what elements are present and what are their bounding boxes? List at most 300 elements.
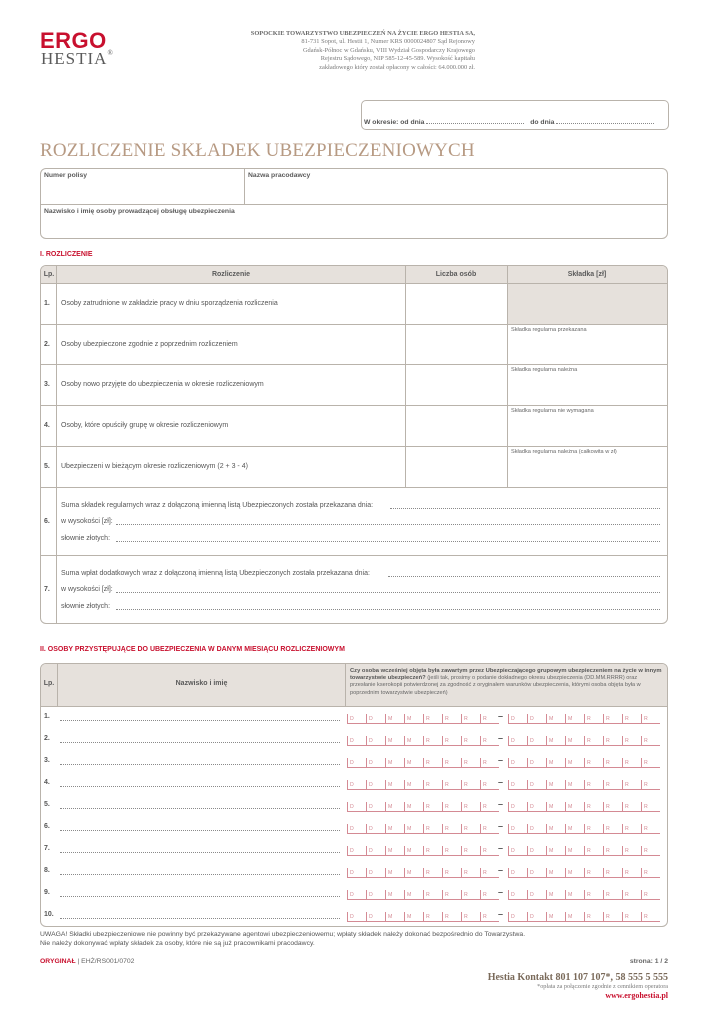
date-digit-cell[interactable]: R	[641, 736, 660, 746]
date-digit-cell[interactable]: D	[366, 780, 385, 790]
date-digit-cell[interactable]: R	[442, 868, 461, 878]
date-to-field[interactable]	[508, 780, 660, 790]
row-lp: 6.	[44, 823, 50, 830]
logo-ergo: ERGO	[40, 28, 107, 53]
date-to-field[interactable]	[508, 868, 660, 878]
date-digit-cell[interactable]: D	[366, 824, 385, 834]
date-digit-cell[interactable]: R	[603, 868, 622, 878]
date-digit-cell[interactable]: M	[385, 780, 404, 790]
date-digit-cell[interactable]: D	[527, 736, 546, 746]
company-line: Rejestru Sądowego, NIP 585-12-45-589. Wysokość kapitału	[320, 55, 475, 63]
date-digit-cell[interactable]: R	[641, 890, 660, 900]
company-line: 81-731 Sopot, ul. Hestii 1, Numer KRS 0000024807 Sąd Rejonowy	[301, 38, 475, 46]
date-digit-cell[interactable]: R	[480, 868, 499, 878]
full-name-input[interactable]	[60, 896, 340, 897]
row-lp: 9.	[44, 889, 50, 896]
date-digit-cell[interactable]: M	[565, 890, 584, 900]
row-lp: 5.	[44, 463, 50, 470]
date-digit-cell[interactable]: M	[404, 714, 423, 724]
page-number: strona: 1 / 2	[629, 958, 668, 965]
date-digit-cell[interactable]: D	[508, 736, 527, 746]
date-digit-cell[interactable]: R	[641, 868, 660, 878]
premium-note: Składka regularna nie wymagana	[511, 408, 594, 414]
full-name-input[interactable]	[60, 852, 340, 853]
warning-line: UWAGA! Składki ubezpieczeniowe nie powinny być przekazywane agentowi ubezpieczeniowemu; wpłaty składek należy dokonać bezpośrednio do Towarzystwa.	[40, 931, 526, 938]
date-digit-cell[interactable]: R	[442, 846, 461, 856]
date-range-dash: –	[498, 843, 504, 853]
date-digit-cell[interactable]: D	[347, 824, 366, 834]
divider	[244, 168, 245, 204]
divider	[40, 487, 668, 488]
date-digit-cell[interactable]: M	[404, 890, 423, 900]
row-label: Osoby nowo przyjęte do ubezpieczenia w okresie rozliczeniowym	[61, 381, 264, 388]
date-digit-cell[interactable]: M	[404, 846, 423, 856]
date-range-dash: –	[498, 887, 504, 897]
date-digit-cell[interactable]: R	[622, 714, 641, 724]
date-digit-cell[interactable]: R	[584, 868, 603, 878]
company-line: zakładowego który został opłacony w całości: 64.000.000 zł.	[319, 63, 475, 71]
date-digit-cell[interactable]: M	[404, 758, 423, 768]
date-from-field[interactable]	[347, 912, 499, 922]
divider	[40, 706, 668, 707]
date-digit-cell[interactable]: R	[603, 912, 622, 922]
row7-transfer-label: Suma wpłat dodatkowych wraz z dołączoną imienną listą Ubezpieczonych została przekazana dnia:	[61, 570, 370, 577]
row-label: Ubezpieczeni w bieżącym okresie rozliczeniowym (2 + 3 - 4)	[61, 463, 248, 470]
date-to-field[interactable]	[508, 714, 660, 724]
date-to-field[interactable]	[508, 846, 660, 856]
date-digit-cell[interactable]: R	[584, 736, 603, 746]
date-digit-cell[interactable]: R	[622, 912, 641, 922]
date-digit-cell[interactable]: R	[641, 846, 660, 856]
people-count-field[interactable]	[406, 284, 507, 324]
date-digit-cell[interactable]: R	[622, 736, 641, 746]
row7-transfer-date-input[interactable]	[388, 576, 660, 577]
date-digit-cell[interactable]: R	[461, 780, 480, 790]
date-digit-cell[interactable]: R	[480, 890, 499, 900]
policy-number-label: Numer polisy	[44, 172, 88, 179]
row-lp: 2.	[44, 735, 50, 742]
date-range-dash: –	[498, 777, 504, 787]
full-name-input[interactable]	[60, 764, 340, 765]
date-digit-cell[interactable]: R	[461, 824, 480, 834]
date-digit-cell[interactable]: R	[641, 912, 660, 922]
date-digit-cell[interactable]: M	[404, 912, 423, 922]
date-digit-cell[interactable]: M	[565, 824, 584, 834]
col-settlement: Rozliczenie	[211, 271, 251, 278]
date-digit-cell[interactable]: M	[385, 912, 404, 922]
date-digit-cell[interactable]: M	[565, 912, 584, 922]
premium-note: Składka regularna przekazana	[511, 327, 587, 333]
date-digit-cell[interactable]: M	[385, 846, 404, 856]
period-to-input[interactable]	[556, 118, 654, 124]
warning-note	[40, 931, 525, 948]
date-digit-cell[interactable]: R	[584, 824, 603, 834]
date-digit-cell[interactable]: R	[584, 802, 603, 812]
premium-field[interactable]	[508, 336, 667, 364]
full-name-input[interactable]	[60, 786, 340, 787]
date-digit-cell[interactable]: M	[404, 824, 423, 834]
date-digit-cell[interactable]: R	[442, 890, 461, 900]
date-digit-cell[interactable]: M	[565, 846, 584, 856]
date-digit-cell[interactable]: D	[527, 846, 546, 856]
date-digit-cell[interactable]: R	[442, 912, 461, 922]
full-name-input[interactable]	[60, 874, 340, 875]
contact-person-field[interactable]	[44, 218, 664, 236]
premium-cell-disabled	[508, 284, 667, 324]
row-label: Osoby ubezpieczone zgodnie z poprzednim rozliczeniem	[61, 341, 238, 348]
date-digit-cell[interactable]: D	[527, 912, 546, 922]
date-digit-cell[interactable]: R	[584, 890, 603, 900]
date-digit-cell[interactable]: M	[385, 802, 404, 812]
date-digit-cell[interactable]: R	[603, 802, 622, 812]
period-from-label: W okresie: od dnia	[364, 119, 425, 126]
row6-amount-input[interactable]	[116, 524, 660, 525]
date-digit-cell[interactable]: R	[480, 780, 499, 790]
people-count-field[interactable]	[406, 325, 507, 364]
date-from-field[interactable]	[347, 758, 499, 768]
date-digit-cell[interactable]: R	[480, 824, 499, 834]
full-name-input[interactable]	[60, 830, 340, 831]
date-digit-cell[interactable]: R	[480, 758, 499, 768]
company-line: Gdańsk-Północ w Gdańsku, VIII Wydział Gospodarczy Krajowego	[302, 46, 475, 54]
policy-number-field[interactable]	[44, 182, 240, 200]
row-lp: 6.	[44, 518, 50, 525]
date-digit-cell[interactable]: M	[546, 714, 565, 724]
people-count-field[interactable]	[406, 447, 507, 487]
date-digit-cell[interactable]: R	[461, 868, 480, 878]
date-digit-cell[interactable]: R	[584, 714, 603, 724]
date-range-dash: –	[498, 865, 504, 875]
date-digit-cell[interactable]: D	[347, 758, 366, 768]
date-digit-cell[interactable]: R	[442, 758, 461, 768]
date-digit-cell[interactable]: R	[584, 780, 603, 790]
date-digit-cell[interactable]: D	[508, 868, 527, 878]
date-digit-cell[interactable]: R	[461, 758, 480, 768]
date-digit-cell[interactable]: R	[442, 736, 461, 746]
date-digit-cell[interactable]: R	[641, 714, 660, 724]
date-digit-cell[interactable]: M	[565, 758, 584, 768]
col-previous-insurance-hint: (jeśli tak, prosimy o podanie dokładnego okresu ubezpieczenia (DD.MM.RRRR) oraz przesłanie kserokopii potwierdzonej za zgodność z oryginałem warunków ubezpieczenia, którymi osoba objęta była w poprzednim towarzystwie ubezpieczeń)	[350, 675, 641, 696]
row6-amount-label: w wysokości [zł]:	[61, 518, 113, 525]
date-digit-cell[interactable]: M	[385, 736, 404, 746]
date-digit-cell[interactable]: D	[527, 802, 546, 812]
website-link[interactable]: www.ergohestia.pl	[605, 991, 668, 1000]
premium-field[interactable]	[508, 458, 667, 487]
contact-note: *opłata za połączenie zgodnie z cennikiem operatora	[537, 983, 668, 990]
date-digit-cell[interactable]: D	[366, 802, 385, 812]
date-digit-cell[interactable]: D	[508, 846, 527, 856]
date-digit-cell[interactable]: R	[423, 912, 442, 922]
date-digit-cell[interactable]: D	[366, 714, 385, 724]
date-digit-cell[interactable]: R	[442, 824, 461, 834]
date-digit-cell[interactable]: M	[546, 824, 565, 834]
date-digit-cell[interactable]: R	[461, 846, 480, 856]
date-digit-cell[interactable]: D	[366, 758, 385, 768]
date-digit-cell[interactable]: R	[442, 780, 461, 790]
date-digit-cell[interactable]: R	[622, 780, 641, 790]
date-digit-cell[interactable]: D	[508, 802, 527, 812]
date-digit-cell[interactable]: R	[603, 758, 622, 768]
col-premium: Składka [zł]	[567, 271, 607, 278]
date-from-field[interactable]	[347, 824, 499, 834]
contact-person-label: Nazwisko i imię osoby prowadzącej obsługę ubezpieczenia	[44, 208, 235, 215]
date-digit-cell[interactable]: M	[546, 736, 565, 746]
date-digit-cell[interactable]: R	[423, 802, 442, 812]
date-digit-cell[interactable]: R	[641, 824, 660, 834]
registered-mark: ®	[107, 49, 114, 57]
row6-transfer-label: Suma składek regularnych wraz z dołączoną imienną listą Ubezpieczonych została przekazana dnia:	[61, 502, 374, 509]
date-digit-cell[interactable]: M	[546, 868, 565, 878]
row-lp: 4.	[44, 779, 50, 786]
row-lp: 1.	[44, 713, 50, 720]
date-digit-cell[interactable]: D	[527, 824, 546, 834]
date-to-field[interactable]	[508, 890, 660, 900]
date-digit-cell[interactable]: R	[480, 714, 499, 724]
date-range-dash: –	[498, 733, 504, 743]
date-digit-cell[interactable]: D	[508, 758, 527, 768]
date-digit-cell[interactable]: R	[423, 868, 442, 878]
date-digit-cell[interactable]: R	[603, 890, 622, 900]
date-digit-cell[interactable]: M	[385, 890, 404, 900]
date-digit-cell[interactable]: R	[423, 714, 442, 724]
date-digit-cell[interactable]: R	[480, 802, 499, 812]
date-range-dash: –	[498, 821, 504, 831]
date-digit-cell[interactable]: M	[404, 868, 423, 878]
date-digit-cell[interactable]: R	[423, 846, 442, 856]
date-to-field[interactable]	[508, 736, 660, 746]
row7-amount-input[interactable]	[116, 592, 660, 593]
date-digit-cell[interactable]: D	[508, 714, 527, 724]
col-previous-insurance-question: Czy osoba wcześniej objęta była zawartym przez Ubezpieczającego grupowym ubezpieczeniem na życie w innym towarzystwie ubezpieczeń?	[350, 668, 662, 682]
row-lp: 3.	[44, 757, 50, 764]
date-range-dash: –	[498, 755, 504, 765]
date-digit-cell[interactable]: M	[546, 846, 565, 856]
row-lp: 3.	[44, 381, 50, 388]
full-name-input[interactable]	[60, 720, 340, 721]
employer-name-label: Nazwa pracodawcy	[248, 172, 311, 179]
date-digit-cell[interactable]: D	[527, 714, 546, 724]
date-digit-cell[interactable]: M	[385, 714, 404, 724]
warning-line: Nie należy dokonywać wpłaty składek za osoby, które nie są już pracownikami pracodawcy.	[40, 939, 315, 947]
date-digit-cell[interactable]: R	[423, 824, 442, 834]
date-range-dash: –	[498, 799, 504, 809]
row-label: Osoby, które opuściły grupę w okresie rozliczeniowym	[61, 422, 229, 429]
people-count-field[interactable]	[406, 365, 507, 405]
premium-note: Składka regularna należna (całkowita w zł)	[511, 449, 617, 455]
row7-amount-label: w wysokości [zł]:	[61, 586, 113, 593]
row-lp: 1.	[44, 300, 50, 307]
date-range-dash: –	[498, 909, 504, 919]
date-digit-cell[interactable]: M	[565, 780, 584, 790]
logo-hestia-text: HESTIA	[41, 49, 108, 68]
form-code	[40, 958, 134, 965]
date-digit-cell[interactable]: R	[461, 802, 480, 812]
date-digit-cell[interactable]: R	[603, 824, 622, 834]
people-count-field[interactable]	[406, 406, 507, 446]
contact-phone: Hestia Kontakt 801 107 107*, 58 555 5 555	[487, 972, 668, 983]
col-full-name: Nazwisko i imię	[175, 680, 228, 687]
divider	[40, 555, 668, 556]
col-lp: Lp.	[43, 271, 55, 278]
company-name: SOPOCKIE TOWARZYSTWO UBEZPIECZEŃ NA ŻYCIE ERGO HESTIA SA,	[250, 30, 475, 37]
divider	[40, 405, 668, 406]
date-digit-cell[interactable]: M	[385, 824, 404, 834]
row-lp: 4.	[44, 422, 50, 429]
premium-field[interactable]	[508, 417, 667, 446]
original-label: ORYGINAŁ	[40, 958, 76, 965]
date-digit-cell[interactable]: D	[366, 868, 385, 878]
date-digit-cell[interactable]: D	[347, 846, 366, 856]
date-digit-cell[interactable]: D	[366, 890, 385, 900]
date-digit-cell[interactable]: R	[423, 758, 442, 768]
date-digit-cell[interactable]: D	[347, 912, 366, 922]
date-from-field[interactable]	[347, 736, 499, 746]
date-digit-cell[interactable]: D	[508, 824, 527, 834]
full-name-input[interactable]	[60, 918, 340, 919]
row-lp: 7.	[44, 586, 50, 593]
date-digit-cell[interactable]: M	[546, 890, 565, 900]
full-name-input[interactable]	[60, 742, 340, 743]
row-lp: 10.	[44, 911, 54, 918]
divider	[40, 364, 668, 365]
date-digit-cell[interactable]: M	[546, 780, 565, 790]
date-from-field[interactable]	[347, 868, 499, 878]
row6-words-label: słownie złotych:	[61, 535, 111, 542]
date-digit-cell[interactable]: R	[603, 714, 622, 724]
date-digit-cell[interactable]: D	[347, 780, 366, 790]
date-digit-cell[interactable]: M	[385, 758, 404, 768]
date-digit-cell[interactable]: R	[603, 846, 622, 856]
date-digit-cell[interactable]: M	[565, 868, 584, 878]
date-to-field[interactable]	[508, 824, 660, 834]
date-from-field[interactable]	[347, 714, 499, 724]
date-digit-cell[interactable]: R	[622, 890, 641, 900]
date-digit-cell[interactable]: R	[584, 912, 603, 922]
date-digit-cell[interactable]: R	[603, 780, 622, 790]
date-digit-cell[interactable]: R	[461, 890, 480, 900]
date-digit-cell[interactable]: D	[347, 802, 366, 812]
row7-words-label: słownie złotych:	[61, 603, 111, 610]
date-digit-cell[interactable]: R	[622, 868, 641, 878]
date-digit-cell[interactable]: R	[641, 758, 660, 768]
section-1-title: I. ROZLICZENIE	[40, 251, 93, 258]
row6-transfer-date-input[interactable]	[390, 508, 660, 509]
date-digit-cell[interactable]: R	[480, 846, 499, 856]
date-digit-cell[interactable]: D	[366, 736, 385, 746]
date-digit-cell[interactable]: R	[622, 802, 641, 812]
date-digit-cell[interactable]: R	[641, 780, 660, 790]
date-range-dash: –	[498, 711, 504, 721]
period-field[interactable]	[364, 118, 654, 126]
row-lp: 8.	[44, 867, 50, 874]
date-digit-cell[interactable]: M	[546, 912, 565, 922]
date-digit-cell[interactable]: D	[347, 890, 366, 900]
date-digit-cell[interactable]: D	[527, 890, 546, 900]
date-digit-cell[interactable]: D	[527, 868, 546, 878]
divider	[56, 265, 57, 624]
date-digit-cell[interactable]: R	[603, 736, 622, 746]
premium-field[interactable]	[508, 376, 667, 405]
date-digit-cell[interactable]: R	[423, 736, 442, 746]
date-from-field[interactable]	[347, 802, 499, 812]
date-digit-cell[interactable]: M	[565, 736, 584, 746]
date-digit-cell[interactable]: R	[480, 736, 499, 746]
date-digit-cell[interactable]: R	[461, 714, 480, 724]
date-digit-cell[interactable]: D	[508, 890, 527, 900]
date-to-field[interactable]	[508, 758, 660, 768]
date-from-field[interactable]	[347, 890, 499, 900]
date-digit-cell[interactable]: R	[622, 758, 641, 768]
period-from-input[interactable]	[426, 118, 524, 124]
code-label: EHŻ/RS001/0702	[81, 958, 135, 965]
date-digit-cell[interactable]: R	[423, 890, 442, 900]
row-lp: 7.	[44, 845, 50, 852]
date-digit-cell[interactable]: R	[461, 736, 480, 746]
period-to-label: do dnia	[530, 119, 555, 126]
date-digit-cell[interactable]: M	[565, 802, 584, 812]
date-digit-cell[interactable]: M	[385, 868, 404, 878]
date-digit-cell[interactable]: D	[366, 912, 385, 922]
premium-note: Składka regularna należna	[511, 367, 578, 373]
date-digit-cell[interactable]: R	[584, 758, 603, 768]
date-digit-cell[interactable]: D	[527, 780, 546, 790]
date-digit-cell[interactable]: D	[508, 780, 527, 790]
col-people-count: Liczba osób	[435, 271, 477, 278]
date-digit-cell[interactable]: R	[461, 912, 480, 922]
date-digit-cell[interactable]: M	[404, 802, 423, 812]
divider	[40, 446, 668, 447]
date-digit-cell[interactable]: M	[404, 736, 423, 746]
col-lp: Lp.	[43, 680, 55, 687]
date-digit-cell[interactable]: R	[442, 802, 461, 812]
date-digit-cell[interactable]: D	[347, 714, 366, 724]
date-digit-cell[interactable]: R	[584, 846, 603, 856]
row6-words-input[interactable]	[116, 541, 660, 542]
date-digit-cell[interactable]: M	[565, 714, 584, 724]
col-previous-insurance	[350, 668, 662, 697]
date-digit-cell[interactable]: D	[366, 846, 385, 856]
date-to-field[interactable]	[508, 912, 660, 922]
date-digit-cell[interactable]: D	[508, 912, 527, 922]
date-digit-cell[interactable]: R	[622, 846, 641, 856]
date-digit-cell[interactable]: R	[442, 714, 461, 724]
full-name-input[interactable]	[60, 808, 340, 809]
date-digit-cell[interactable]: D	[527, 758, 546, 768]
date-digit-cell[interactable]: D	[347, 868, 366, 878]
section-2-title: II. OSOBY PRZYSTĘPUJĄCE DO UBEZPIECZENIA W DANYM MIESIĄCU ROZLICZENIOWYM	[40, 646, 345, 653]
date-digit-cell[interactable]: R	[622, 824, 641, 834]
logo-hestia	[41, 49, 114, 69]
date-from-field[interactable]	[347, 846, 499, 856]
row-lp: 2.	[44, 341, 50, 348]
date-digit-cell[interactable]: D	[347, 736, 366, 746]
date-digit-cell[interactable]: R	[480, 912, 499, 922]
date-digit-cell[interactable]: R	[423, 780, 442, 790]
row-label: Osoby zatrudnione w zakładzie pracy w dniu sporządzenia rozliczenia	[61, 300, 278, 307]
page-title: ROZLICZENIE SKŁADEK UBEZPIECZENIOWYCH	[40, 140, 475, 161]
date-digit-cell[interactable]: R	[641, 802, 660, 812]
date-digit-cell[interactable]: M	[404, 780, 423, 790]
divider	[40, 204, 668, 205]
employer-name-field[interactable]	[248, 182, 664, 200]
date-digit-cell[interactable]: M	[546, 758, 565, 768]
row-lp: 5.	[44, 801, 50, 808]
date-to-field[interactable]	[508, 802, 660, 812]
divider	[40, 324, 668, 325]
row7-words-input[interactable]	[116, 609, 660, 610]
date-from-field[interactable]	[347, 780, 499, 790]
date-digit-cell[interactable]: M	[546, 802, 565, 812]
